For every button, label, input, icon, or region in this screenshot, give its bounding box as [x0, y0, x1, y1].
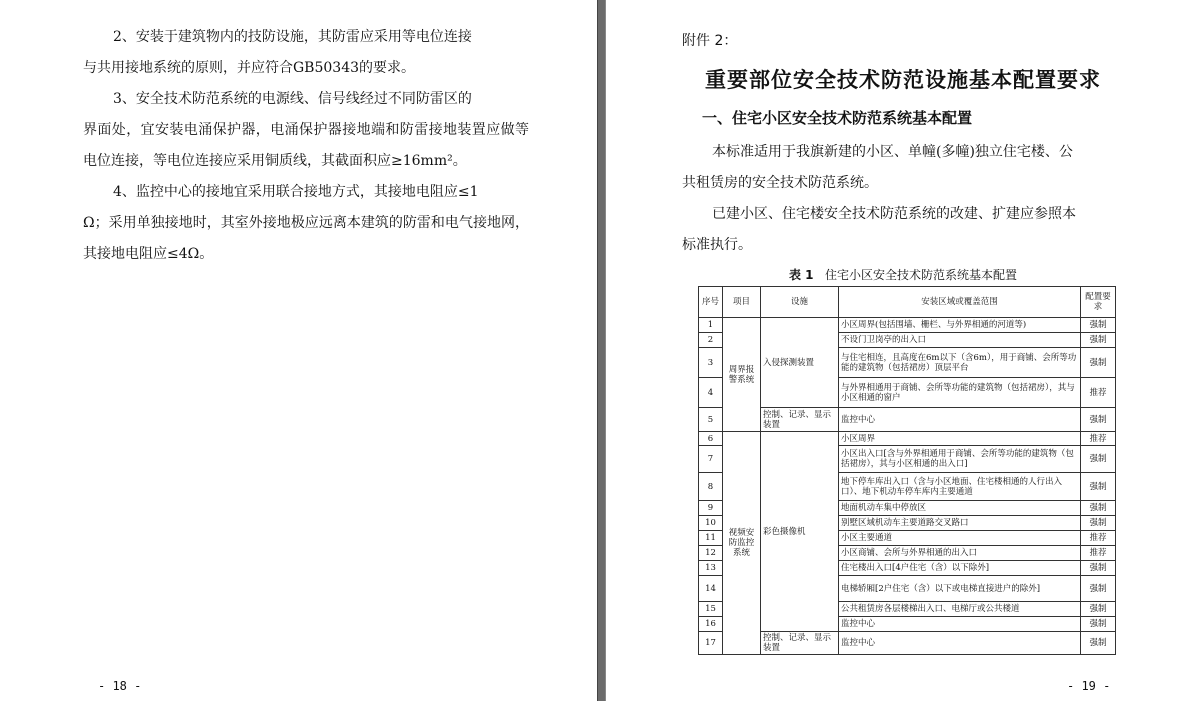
left-page [0, 0, 597, 701]
row-area: 监控中心 [839, 617, 1081, 632]
renovation-first-line: 已建小区、住宅楼安全技术防范系统的改建、扩建应参照本 [712, 206, 1076, 222]
row-no: 1 [699, 318, 723, 333]
row-no: 17 [699, 632, 723, 655]
header-item: 项目 [723, 287, 761, 318]
paragraph-4 [83, 177, 529, 270]
paragraph-2-first-line: 2、安装于建筑物内的技防设施，其防雷应采用等电位连接 [113, 29, 472, 45]
document-title: 重要部位安全技术防范设施基本配置要求 [705, 67, 1101, 92]
row-requirement: 强制 [1081, 632, 1116, 655]
header-no: 序号 [699, 287, 723, 318]
row-area: 小区商铺、会所与外界相通的出入口 [839, 546, 1081, 561]
paragraph-3-first-line: 3、安全技术防范系统的电源线、信号线经过不同防雷区的 [113, 91, 472, 107]
row-area: 与外界相通用于商铺、会所等功能的建筑物（包括裙房），其与小区相通的窗户 [839, 378, 1081, 408]
row-area: 监控中心 [839, 632, 1081, 655]
header-requirement: 配置要求 [1081, 287, 1116, 318]
group-perimeter-alarm: 周界报警系统 [723, 318, 761, 432]
header-area: 安装区域或覆盖范围 [839, 287, 1081, 318]
row-no: 9 [699, 501, 723, 516]
device-control-record-display-1: 控制、记录、显示装置 [761, 408, 839, 432]
row-area: 监控中心 [839, 408, 1081, 432]
row-area: 小区主要通道 [839, 531, 1081, 546]
row-requirement: 推荐 [1081, 546, 1116, 561]
table-row [699, 318, 1116, 333]
row-requirement: 强制 [1081, 318, 1116, 333]
table-caption [698, 266, 1108, 283]
paragraph-2 [83, 22, 529, 84]
row-requirement: 强制 [1081, 602, 1116, 617]
row-area: 公共租赁房各层楼梯出入口、电梯厅或公共楼道 [839, 602, 1081, 617]
row-no: 11 [699, 531, 723, 546]
renovation-paragraph [682, 199, 1134, 261]
table-row [699, 632, 1116, 655]
right-page [606, 0, 1200, 701]
row-requirement: 推荐 [1081, 378, 1116, 408]
row-no: 8 [699, 473, 723, 501]
row-no: 15 [699, 602, 723, 617]
paragraph-4-rest: Ω；采用单独接地时，其室外接地极应远离本建筑的防雷和电气接地网，其接地电阻应≤4Ω。 [83, 215, 529, 262]
row-area: 住宅楼出入口[4户住宅（含）以下除外] [839, 561, 1081, 576]
row-no: 6 [699, 432, 723, 446]
row-requirement: 强制 [1081, 617, 1116, 632]
row-requirement: 强制 [1081, 473, 1116, 501]
row-requirement: 强制 [1081, 576, 1116, 602]
scope-first-line: 本标准适用于我旗新建的小区、单幢(多幢)独立住宅楼、公 [712, 144, 1073, 160]
row-area: 小区周界 [839, 432, 1081, 446]
paragraph-4-first-line: 4、监控中心的接地宜采用联合接地方式，其接地电阻应≤1 [113, 184, 479, 200]
table-row [699, 432, 1116, 446]
row-area: 地下停车库出入口（含与小区地面、住宅楼相通的人行出入口）、地下机动车停车库内主要通道 [839, 473, 1081, 501]
device-intrusion-detector: 入侵探测装置 [761, 318, 839, 408]
paragraph-3-rest: 界面处，宜安装电涌保护器，电涌保护器接地端和防雷接地装置应做等电位连接，等电位连接应采用铜质线，其截面积应≥16mm²。 [83, 122, 529, 169]
renovation-rest: 标准执行。 [682, 237, 752, 253]
row-area: 小区出入口[含与外界相通用于商铺、会所等功能的建筑物（包括裙房），其与小区相通的出入口] [839, 446, 1081, 473]
row-requirement: 推荐 [1081, 531, 1116, 546]
row-area: 小区周界(包括围墙、栅栏、与外界相通的河道等) [839, 318, 1081, 333]
row-area: 别墅区域机动车主要道路交叉路口 [839, 516, 1081, 531]
row-requirement: 强制 [1081, 501, 1116, 516]
row-no: 2 [699, 333, 723, 348]
device-color-camera: 彩色摄像机 [761, 432, 839, 632]
row-no: 7 [699, 446, 723, 473]
page-number-18: - 18 - [98, 679, 142, 693]
row-area: 不设门卫岗亭的出入口 [839, 333, 1081, 348]
header-device: 设施 [761, 287, 839, 318]
row-requirement: 强制 [1081, 333, 1116, 348]
scope-paragraph [682, 137, 1134, 199]
row-requirement: 强制 [1081, 516, 1116, 531]
group-video-surveillance: 视频安防监控系统 [723, 432, 761, 655]
row-requirement: 强制 [1081, 408, 1116, 432]
table-caption-text: 住宅小区安全技术防范系统基本配置 [824, 268, 1017, 282]
config-table [698, 286, 1116, 655]
row-requirement: 强制 [1081, 348, 1116, 378]
row-area: 与住宅相连，且高度在6m以下（含6m），用于商铺、会所等功能的建筑物（包括裙房）顶层平台 [839, 348, 1081, 378]
row-area: 电梯轿厢[2户住宅（含）以下或电梯直接进户的除外] [839, 576, 1081, 602]
row-no: 4 [699, 378, 723, 408]
row-no: 16 [699, 617, 723, 632]
page-number-19: - 19 - [1067, 679, 1111, 693]
table-header-row [699, 287, 1116, 318]
row-no: 14 [699, 576, 723, 602]
scope-rest: 共租赁房的安全技术防范系统。 [682, 175, 878, 191]
table-row [699, 408, 1116, 432]
row-no: 5 [699, 408, 723, 432]
row-no: 13 [699, 561, 723, 576]
row-no: 3 [699, 348, 723, 378]
section-heading: 一、住宅小区安全技术防范系统基本配置 [702, 109, 973, 127]
paragraph-3 [83, 84, 529, 177]
annex-label: 附件 2： [682, 33, 738, 49]
row-requirement: 推荐 [1081, 432, 1116, 446]
device-control-record-display-2: 控制、记录、显示装置 [761, 632, 839, 655]
row-no: 12 [699, 546, 723, 561]
paragraph-2-rest: 与共用接地系统的原则，并应符合GB50343的要求。 [83, 60, 416, 76]
row-requirement: 强制 [1081, 446, 1116, 473]
page-divider [597, 0, 606, 701]
table-caption-number: 表 1 [789, 268, 814, 282]
row-requirement: 强制 [1081, 561, 1116, 576]
row-no: 10 [699, 516, 723, 531]
row-area: 地面机动车集中停放区 [839, 501, 1081, 516]
